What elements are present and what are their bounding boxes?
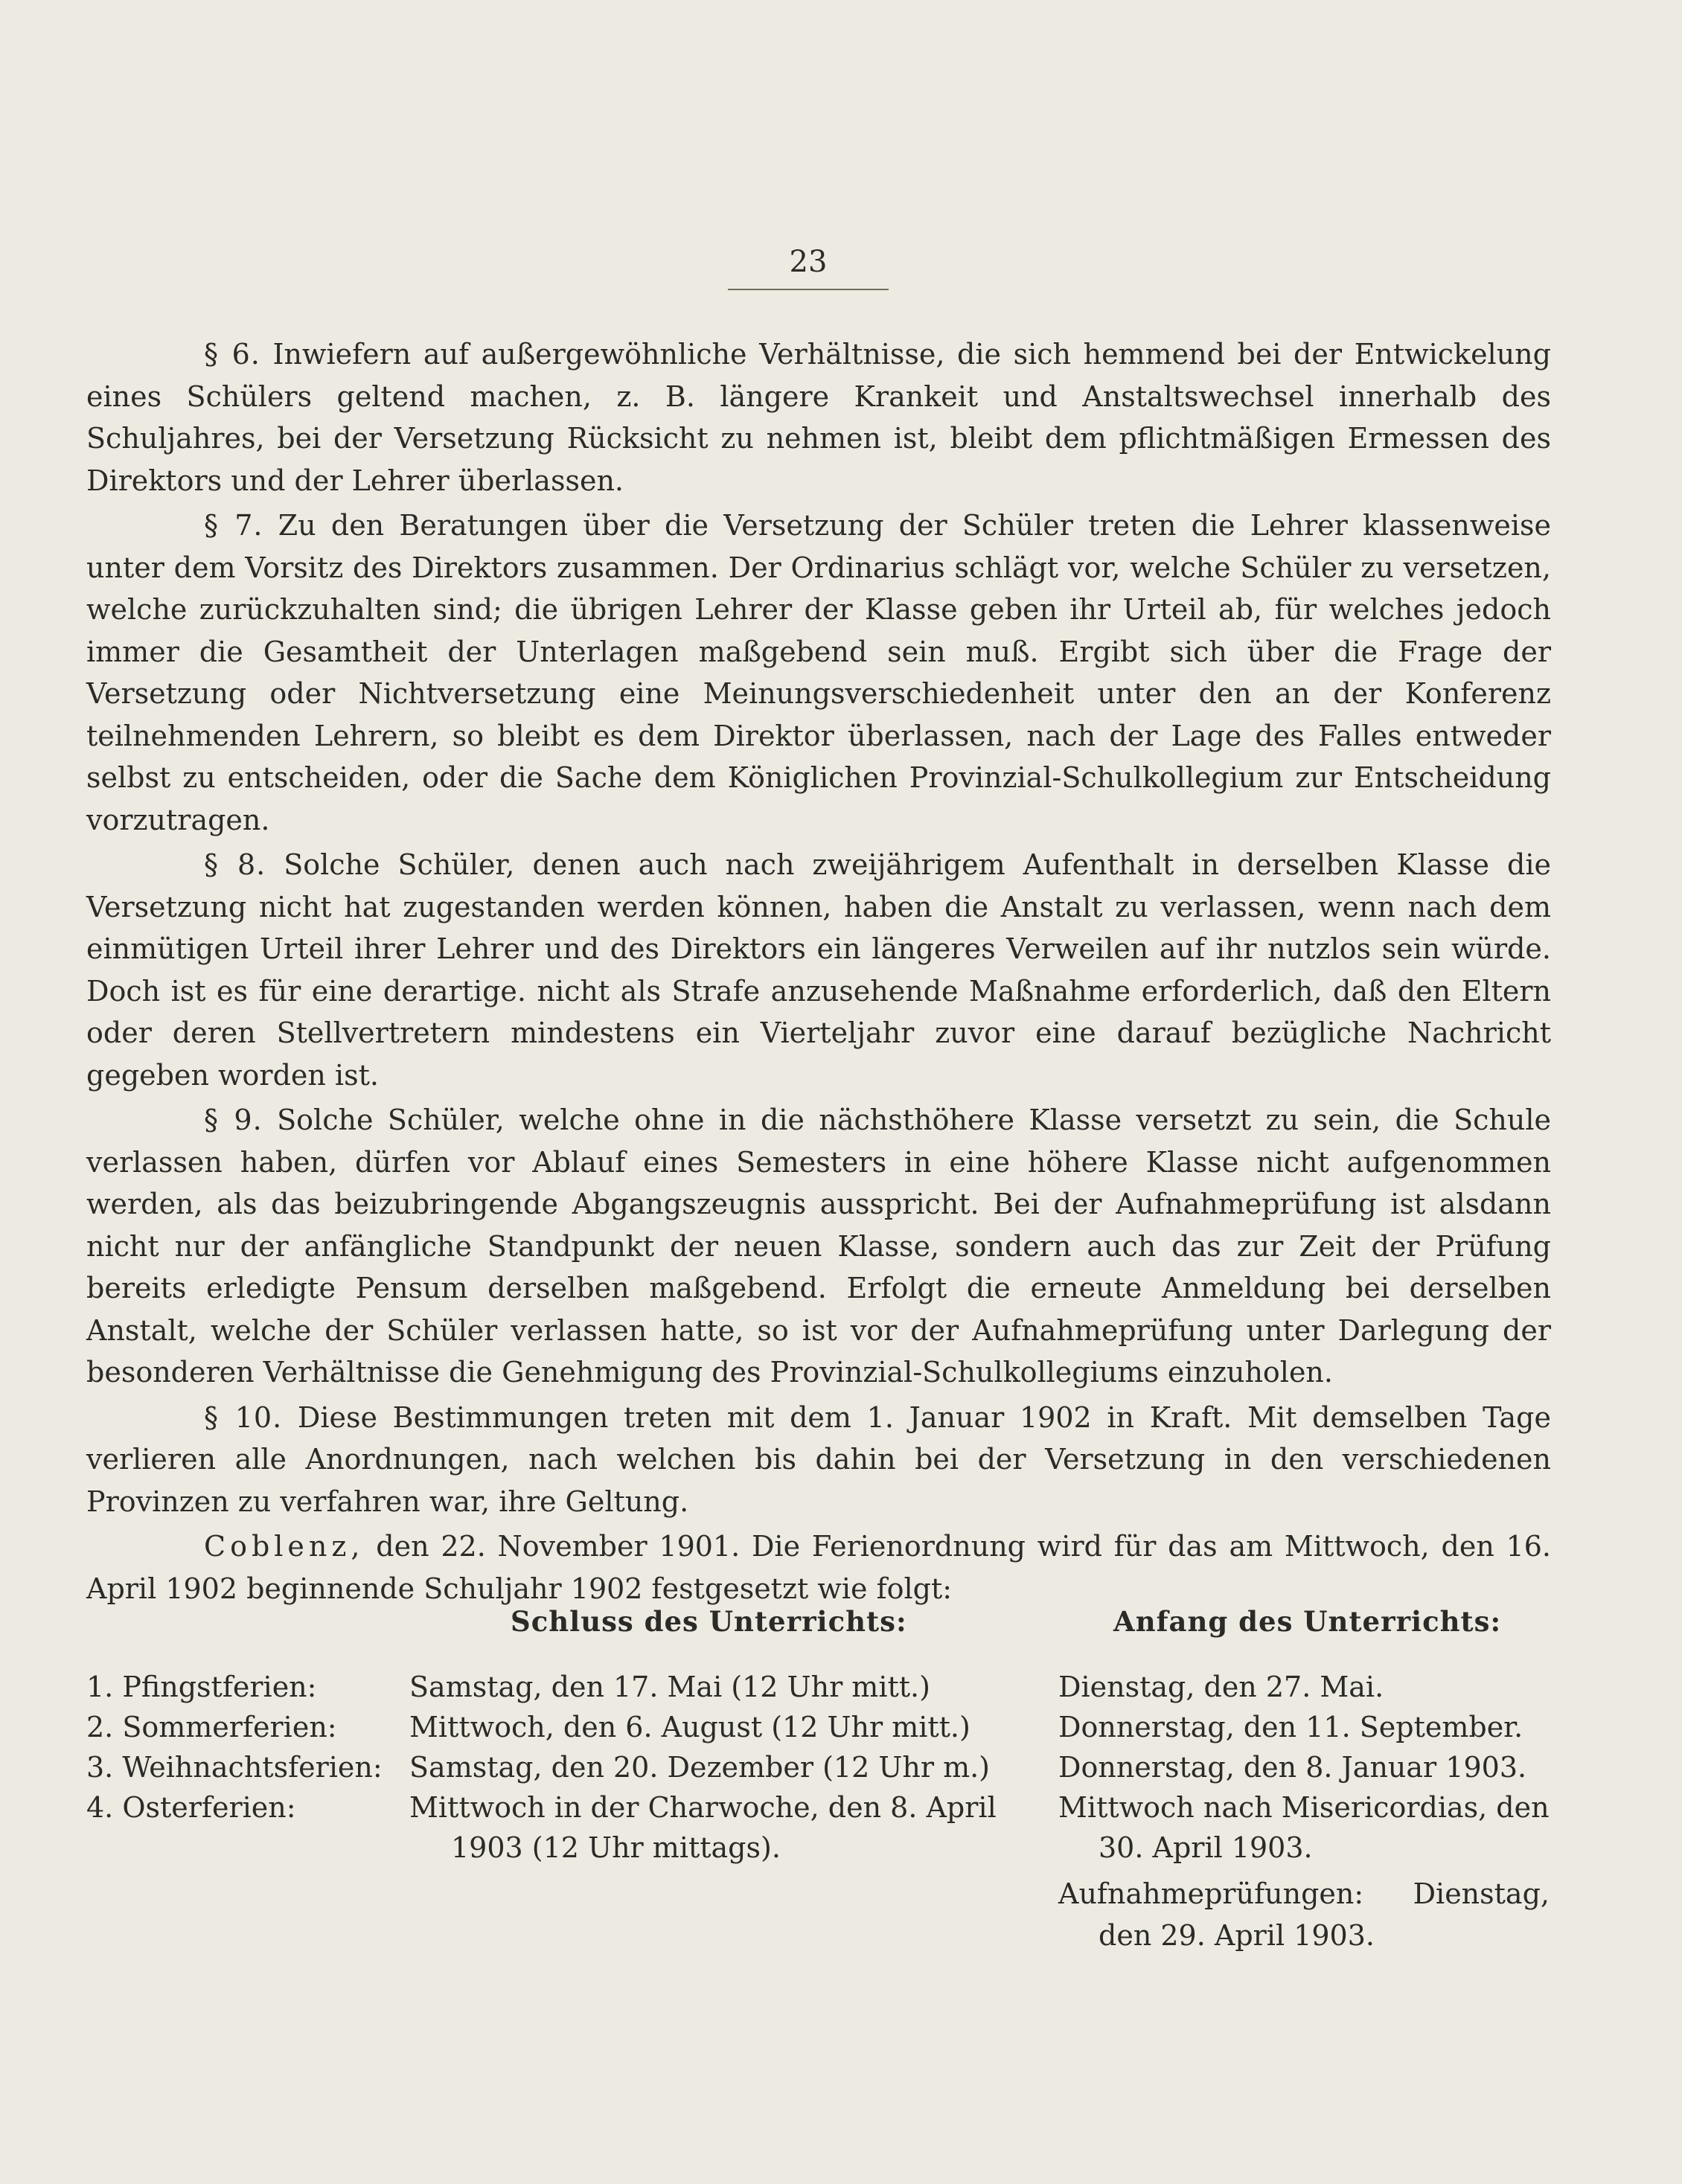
holiday-schedule bbox=[86, 1601, 1551, 1957]
holiday-name: 4. Osterferien: bbox=[86, 1791, 296, 1824]
holiday-start: Mittwoch nach Misericordias, den bbox=[1058, 1791, 1550, 1824]
schedule-row bbox=[86, 1787, 1551, 1828]
paragraph-number: § 7. bbox=[204, 509, 263, 542]
holiday-start: Dienstag, den 27. Mai. bbox=[1058, 1671, 1384, 1703]
paragraph-8 bbox=[86, 844, 1551, 1096]
exam-line-2: den 29. April 1903. bbox=[1099, 1919, 1375, 1952]
paragraph-number: § 8. bbox=[204, 848, 266, 881]
schedule-row bbox=[86, 1747, 1551, 1787]
entrance-exam-note bbox=[86, 1874, 1551, 1957]
paragraph-number: § 9. bbox=[204, 1104, 263, 1136]
header-rule bbox=[728, 289, 889, 290]
paragraph-9 bbox=[86, 1099, 1551, 1394]
paragraph-text: Inwiefern auf außergewöhnliche Verhältnisse, die sich hemmend bei der Entwickelung eines Schülers geltend machen, z. B. längere Krankeit und Anstaltswechsel innerhalb des Schuljahres, bei der Versetzung Rücksicht zu nehmen ist, bleibt dem pflichtmäßigen Ermessen des Direktors und der Lehrer überlassen. bbox=[86, 338, 1551, 497]
holiday-end: Samstag, den 17. Mai (12 Uhr mitt.) bbox=[409, 1671, 930, 1703]
schedule-row bbox=[86, 1707, 1551, 1747]
holiday-name: 2. Sommerferien: bbox=[86, 1711, 337, 1743]
holiday-start-continuation: 30. April 1903. bbox=[1099, 1831, 1313, 1864]
closing-city: Coblenz, bbox=[204, 1530, 365, 1563]
schedule-header bbox=[86, 1601, 1551, 1646]
holiday-end: Mittwoch, den 6. August (12 Uhr mitt.) bbox=[409, 1711, 970, 1743]
paragraph-text: Zu den Beratungen über die Versetzung der Schüler treten die Lehrer klassenweise unter dem Vorsitz des Direktors zusammen. Der Ordinarius schlägt vor, welche Schüler zu versetzen, welche zurückzuhalten sind; die übrigen Lehrer der Klasse geben ihr Urteil ab, für welches jedoch immer die Gesamtheit der Unterlagen maßgebend sein muß. Ergibt sich über die Frage der Versetzung oder Nichtversetzung eine Meinungsverschiedenheit unter den an der Konferenz teilnehmenden Lehrern, so bleibt es dem Direktor überlassen, nach der Lage des Falles entweder selbst zu entscheiden, oder die Sache dem Königlichen Provinzial-Schulkollegium zur Entscheidung vorzutragen. bbox=[86, 509, 1551, 836]
column-header-start: Anfang des Unterrichts: bbox=[1113, 1605, 1502, 1638]
paragraph-7 bbox=[86, 505, 1551, 841]
paragraph-text: Solche Schüler, denen auch nach zweijährigem Aufenthalt in derselben Klasse die Versetzung nicht hat zugestanden werden können, haben die Anstalt zu verlassen, wenn nach dem einmütigen Urteil ihrer Lehrer und des Direktors ein längeres Verweilen auf ihr nutzlos sein würde. Doch ist es für eine derartige. nicht als Strafe anzusehende Maßnahme erforderlich, daß den Eltern oder deren Stellvertretern mindestens ein Vierteljahr zuvor eine darauf bezügliche Nachricht gegeben worden ist. bbox=[86, 848, 1551, 1092]
exam-line-1: Aufnahmeprüfungen: Dienstag, bbox=[1058, 1877, 1550, 1910]
holiday-end-continuation: 1903 (12 Uhr mittags). bbox=[451, 1831, 781, 1864]
page-number: 23 bbox=[789, 245, 828, 279]
paragraph-number: § 10. bbox=[204, 1400, 283, 1434]
paragraph-10 bbox=[86, 1397, 1551, 1523]
holiday-end: Samstag, den 20. Dezember (12 Uhr m.) bbox=[409, 1751, 991, 1784]
holiday-start: Donnerstag, den 11. September. bbox=[1058, 1711, 1523, 1743]
holiday-start: Donnerstag, den 8. Januar 1903. bbox=[1058, 1751, 1527, 1784]
paragraph-number: § 6. bbox=[204, 338, 260, 371]
schedule-row-continuation bbox=[86, 1828, 1551, 1868]
schedule-row bbox=[86, 1667, 1551, 1707]
page-header bbox=[728, 244, 889, 290]
closing-paragraph bbox=[86, 1525, 1551, 1610]
paragraph-text: Diese Bestimmungen treten mit dem 1. Januar 1902 in Kraft. Mit demselben Tage verlieren alle Anordnungen, nach welchen bis dahin bei der Versetzung in den verschiedenen Provinzen zu verfahren war, ihre Geltung. bbox=[86, 1400, 1551, 1518]
column-header-end: Schluss des Unterrichts: bbox=[511, 1605, 907, 1638]
schedule-rows bbox=[86, 1667, 1551, 1868]
holiday-name: 3. Weihnachtsferien: bbox=[86, 1751, 383, 1784]
paragraph-6 bbox=[86, 333, 1551, 502]
holiday-end: Mittwoch in der Charwoche, den 8. April bbox=[409, 1791, 997, 1824]
paragraph-text: Solche Schüler, welche ohne in die nächsthöhere Klasse versetzt zu sein, die Schule verlassen haben, dürfen vor Ablauf eines Semesters in eine höhere Klasse nicht aufgenommen werden, als das beizubringende Abgangszeugnis ausspricht. Bei der Aufnahmeprüfung ist alsdann nicht nur der anfängliche Standpunkt der neuen Klasse, sondern auch das zur Zeit der Prüfung bereits erledigte Pensum derselben maßgebend. Erfolgt die erneute Anmeldung bei derselben Anstalt, welche der Schüler verlassen hatte, so ist vor der Aufnahmeprüfung unter Darlegung der besonderen Verhältnisse die Genehmigung des Provinzial-Schulkollegiums einzuholen. bbox=[86, 1104, 1551, 1389]
holiday-name: 1. Pfingstferien: bbox=[86, 1671, 317, 1703]
closing-text: den 22. November 1901. Die Ferienordnung wird für das am Mittwoch, den 16. April 1902 beginnende Schuljahr 1902 festgesetzt wie folgt: bbox=[86, 1530, 1551, 1605]
body-text bbox=[86, 333, 1551, 1613]
